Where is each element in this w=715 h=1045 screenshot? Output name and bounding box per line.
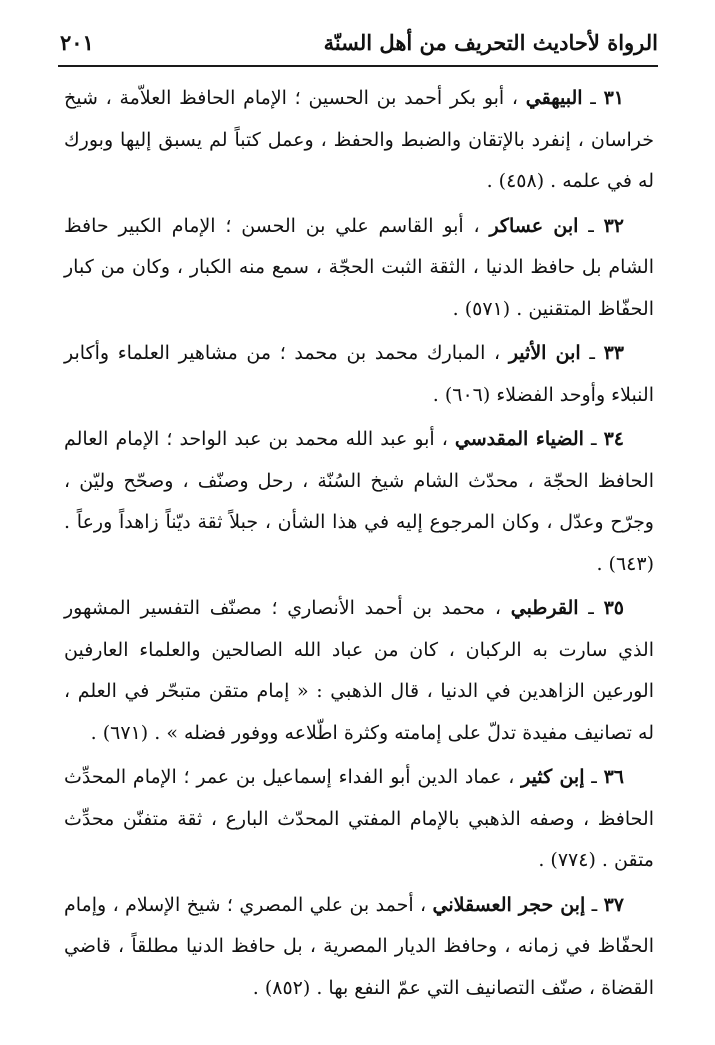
entry-35: ٣٥ ـ القرطبي ، محمد بن أحمد الأنصاري ؛ مصنّف التفسير المشهور الذي سارت به الركبان ، كان من عباد الله الصالحين والعلماء العارفين الورعين الزاهدين في الدنيا ، قال الذهبي : « إمام متقن متبحّر في العلم ، له تصانيف مفيدة تدلّ على إمامته وكثرة اطّلاعه ووفور فضله » . (٦٧١) . [64, 597, 654, 744]
entry-37: ٣٧ ـ إبن حجر العسقلاني ، أحمد بن علي المصري ؛ شيخ الإسلام ، وإمام الحفّاظ في زمانه ، وحافظ الديار المصرية ، بل حافظ الدنيا مطلقاً ، قاضي القضاة ، صنّف التصانيف التي عمّ النفع بها . (٨٥٢) . [64, 893, 654, 999]
page-number: ٢٠١ [60, 30, 94, 55]
entry-number: ٣٧ [603, 893, 624, 916]
running-title: الرواة لأحاديث التحريف من أهل السنّة [323, 30, 658, 55]
entry-text: ، أحمد بن علي المصري ؛ شيخ الإسلام ، وإمام الحفّاظ في زمانه ، وحافظ الديار المصرية ، بل حافظ الدنيا مطلقاً ، قاضي القضاة ، صنّف التصانيف التي عمّ النفع بها . (٨٥٢) . [64, 893, 654, 999]
entry-36: ٣٦ ـ إبن كثير ، عماد الدين أبو الفداء إسماعيل بن عمر ؛ الإمام المحدِّث الحافظ ، وصفه الذهبي بالإمام المفتي المحدّث البارع ، ثقة متفنّن محدِّث متقن . (٧٧٤) . [64, 766, 654, 871]
header-divider [58, 65, 658, 67]
entry-number: ٣٢ [603, 214, 624, 237]
entry-text: ، أبو القاسم علي بن الحسن ؛ الإمام الكبير حافظ الشام بل حافظ الدنيا ، الثقة الثبت الحجّة ، سمع منه الكبار ، وكان من كبار الحفّاظ المتقنين . (٥٧١) . [64, 214, 654, 320]
entry-32: ٣٢ ـ ابن عساكر ، أبو القاسم علي بن الحسن ؛ الإمام الكبير حافظ الشام بل حافظ الدنيا ، الثقة الثبت الحجّة ، سمع منه الكبار ، وكان من كبار الحفّاظ المتقنين . (٥٧١) . [64, 214, 654, 320]
page-header [58, 24, 658, 64]
entry-name: الضياء المقدسي [454, 428, 584, 450]
entry-name: ابن الأثير [508, 342, 581, 364]
entry-34: ٣٤ ـ الضياء المقدسي ، أبو عبد الله محمد بن عبد الواحد ؛ الإمام العالم الحافظ الحجّة ، محدّث الشام شيخ السُنّة ، رحل وصنّف ، وصحّح وليّن ، وجرّح وعدّل ، وكان المرجوع إليه في هذا الشأن ، جبلاً ثقة ديّناً زاهداً ورعاً . (٦٤٣) . [64, 428, 654, 575]
entry-number: ٣٥ [603, 597, 624, 619]
entries-list [64, 78, 654, 1012]
entry-33: ٣٣ ـ ابن الأثير ، المبارك محمد بن محمد ؛ من مشاهير العلماء وأكابر النبلاء وأوحد الفضلاء (٦٠٦) . [64, 342, 654, 406]
entry-name: ابن عساكر [489, 214, 579, 237]
entry-name: إبن حجر العسقلاني [432, 893, 586, 916]
entry-name: القرطبي [510, 597, 579, 619]
entry-name: البيهقي [525, 87, 583, 109]
entry-number: ٣٤ [603, 428, 624, 450]
entry-number: ٣٣ [603, 342, 625, 364]
entry-number: ٣٦ [603, 766, 624, 788]
entry-text: ، عماد الدين أبو الفداء إسماعيل بن عمر ؛ الإمام المحدِّث الحافظ ، وصفه الذهبي بالإمام المفتي المحدّث البارع ، ثقة متفنّن محدِّث متقن . (٧٧٤) . [64, 766, 654, 871]
entry-text: ، محمد بن أحمد الأنصاري ؛ مصنّف التفسير المشهور الذي سارت به الركبان ، كان من عباد الله الصالحين والعلماء العارفين الورعين الزاهدين في الدنيا ، قال الذهبي : « إمام متقن متبحّر في العلم ، له تصانيف مفيدة تدلّ على إمامته وكثرة اطّلاعه ووفور فضله » . (٦٧١) . [64, 597, 654, 744]
entry-text: ، أبو بكر أحمد بن الحسين ؛ الإمام الحافظ العلاّمة ، شيخ خراسان ، إنفرد بالإتقان والضبط والحفظ ، وعمل كتباً لم يسبق إليها وبورك له في علمه . (٤٥٨) . [64, 87, 654, 192]
entry-text: ، أبو عبد الله محمد بن عبد الواحد ؛ الإمام العالم الحافظ الحجّة ، محدّث الشام شيخ السُنّة ، رحل وصنّف ، وصحّح وليّن ، وجرّح وعدّل ، وكان المرجوع إليه في هذا الشأن ، جبلاً ثقة ديّناً زاهداً ورعاً . (٦٤٣) . [64, 428, 654, 575]
entry-name: إبن كثير [521, 766, 585, 788]
entry-text: ، المبارك محمد بن محمد ؛ من مشاهير العلماء وأكابر النبلاء وأوحد الفضلاء (٦٠٦) . [64, 342, 654, 406]
entry-number: ٣١ [603, 87, 624, 109]
entry-31: ٣١ ـ البيهقي ، أبو بكر أحمد بن الحسين ؛ الإمام الحافظ العلاّمة ، شيخ خراسان ، إنفرد بالإتقان والضبط والحفظ ، وعمل كتباً لم يسبق إليها وبورك له في علمه . (٤٥٨) . [64, 87, 654, 192]
